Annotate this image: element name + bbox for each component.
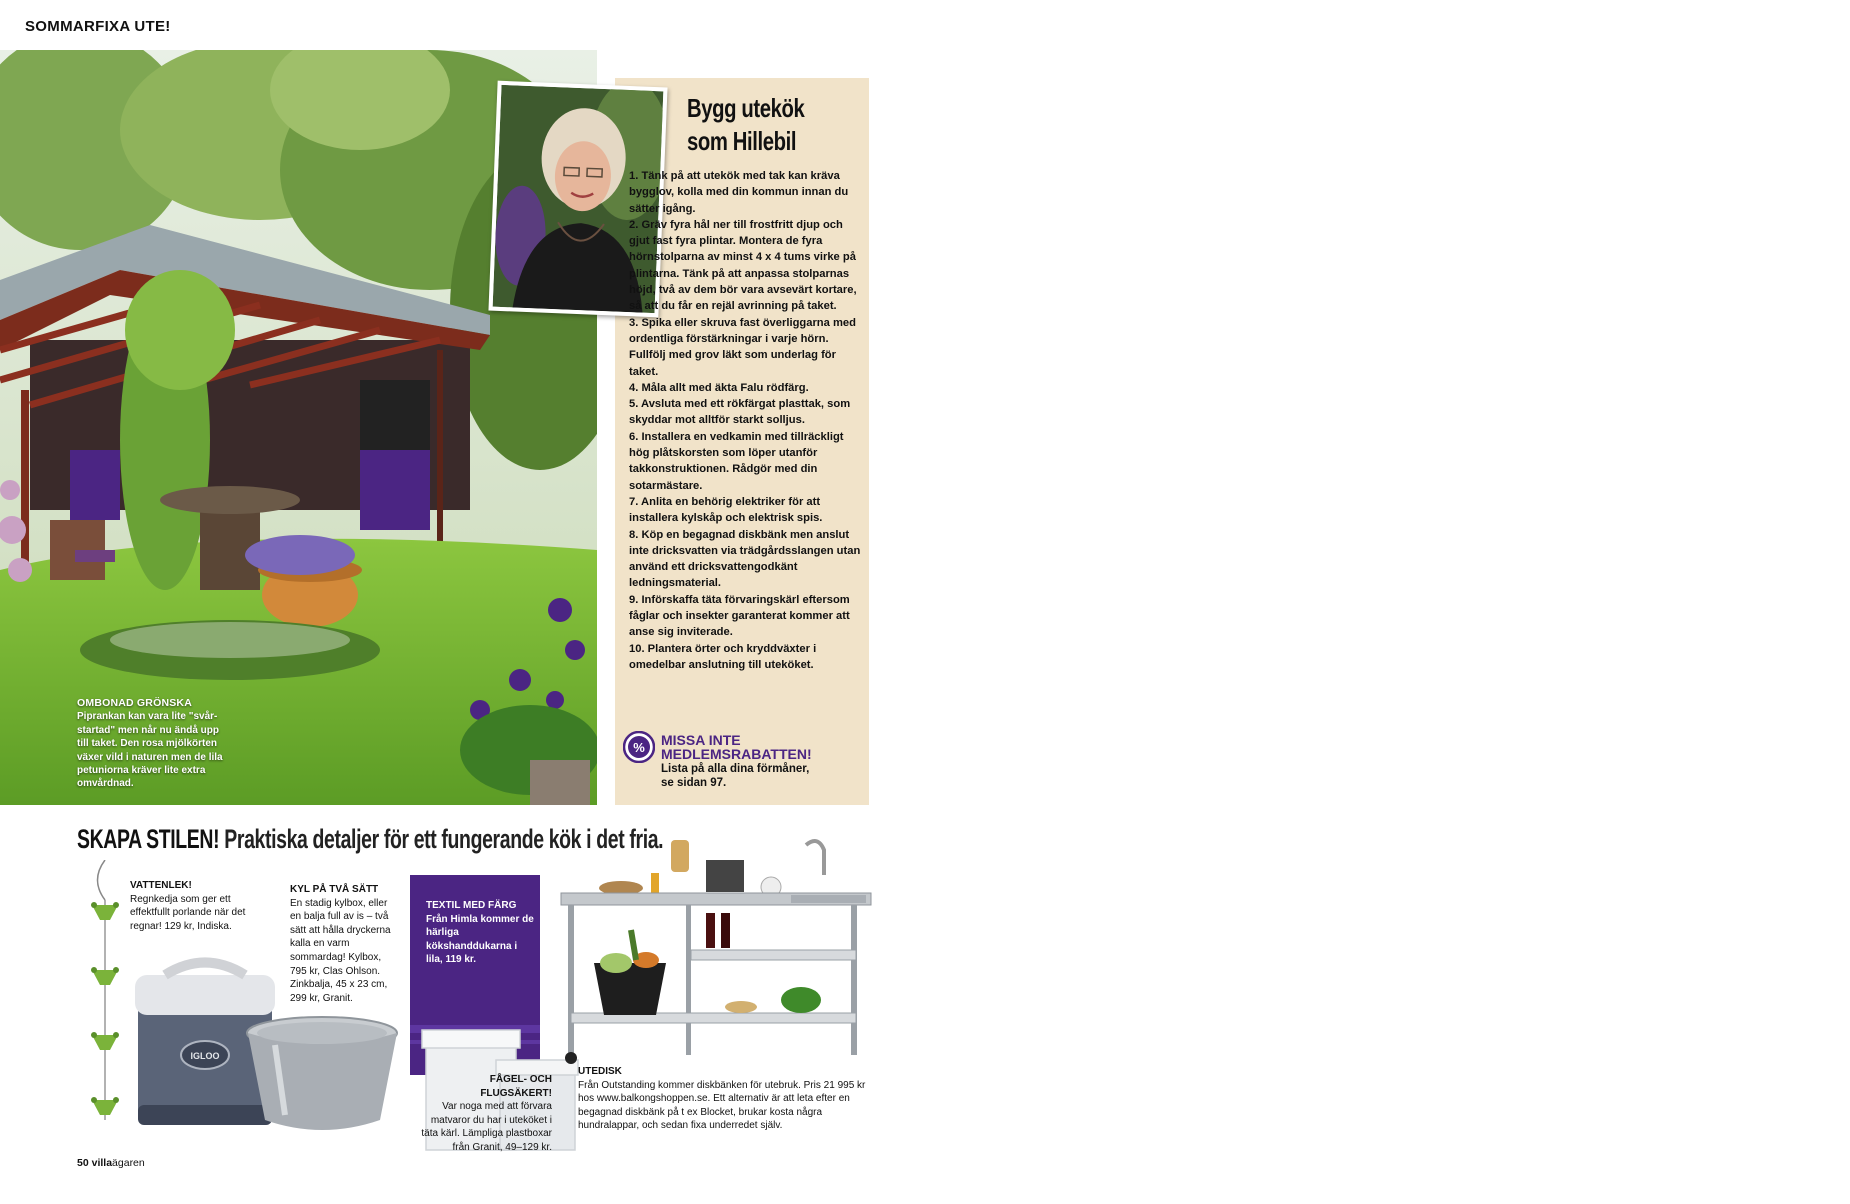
product-fagel-title: FÅGEL- OCH FLUGSÄKERT! — [480, 1074, 552, 1099]
step-item — [629, 592, 865, 641]
product-utedisk-title: UTEDISK — [578, 1066, 622, 1077]
brand-agaren: ägaren — [112, 1157, 145, 1169]
skapa-lead: SKAPA STILEN! — [77, 824, 220, 854]
step-number: 8. — [629, 528, 639, 541]
promo-line1: MISSA INTE — [661, 732, 741, 748]
product-vatten — [130, 879, 265, 933]
product-kyl-title: KYL PÅ TVÅ SÄTT — [290, 884, 379, 895]
page-footer — [77, 1157, 145, 1169]
product-kyl — [290, 883, 400, 1005]
caption-title: OMBONAD GRÖNSKA — [77, 697, 192, 709]
step-item — [629, 494, 865, 527]
product-textil-body: Från Himla kommer de härliga kökshanddukarna i lila, 119 kr. — [426, 913, 534, 966]
product-fagel — [420, 1073, 552, 1155]
info-title — [687, 92, 827, 158]
step-text: Köp en begagnad diskbänk men anslut inte dricksvatten via trädgårdsslangen utan använd ett dricksvattengodkänt ledningsmaterial. — [629, 528, 861, 590]
step-number: 1. — [629, 170, 639, 182]
outdoor-sink-image — [556, 835, 876, 1065]
product-fagel-body: Var noga med att förvara matvaror du har i uteköket i täta kärl. Lämpliga plastboxar från Granit, 49–129 kr. — [421, 1101, 552, 1153]
page-number: 50 — [77, 1157, 89, 1169]
step-number: 4. — [629, 381, 639, 394]
step-number: 9. — [629, 593, 639, 606]
caption-body: Piprankan kan vara lite "svår-startad" men når nu ändå upp till taket. Den rosa mjölkörten växer vild i naturen men de lila petuniorna kräver lite extra omvårdnad. — [77, 711, 223, 790]
step-item — [629, 641, 865, 674]
promo-heading — [661, 733, 812, 761]
promo-sub2: se sidan 97. — [661, 777, 727, 789]
brand-villa: villa — [91, 1157, 113, 1169]
info-title-line2: som Hillebil — [687, 126, 797, 156]
skapa-rest: Praktiska detaljer för ett fungerande kök i det fria. — [219, 824, 664, 854]
info-title-line1: Bygg utekök — [687, 93, 805, 123]
product-textil-title: TEXTIL MED FÄRG — [426, 900, 517, 911]
step-number: 6. — [629, 430, 639, 443]
step-text: Installera en vedkamin med tillräckligt hög plåtskorsten som löper utanför takkonstruktionen. Rådgör med din sotarmästare. — [629, 430, 844, 492]
step-text: Plantera örter och kryddväxter i omedelbar anslutning till uteköket. — [629, 642, 817, 671]
product-vatten-title: VATTENLEK! — [130, 880, 192, 891]
product-kyl-body: En stadig kylbox, eller en balja full av is – två sätt att hålla dryckerna kalla en varm sommardag! Kylbox, 795 kr, Clas Ohlson. Zinkbalja, 45 x 23 cm, 299 kr, Granit. — [290, 897, 391, 1004]
step-item — [629, 396, 865, 429]
product-utedisk — [578, 1065, 868, 1133]
step-text: Avsluta med ett rökfärgat plasttak, som skyddar mot alltför starkt solljus. — [629, 398, 851, 427]
cooler-brand: IGLOO — [190, 1051, 220, 1061]
step-text: Måla allt med äkta Falu rödfärg. — [641, 381, 809, 394]
promo-sub1: Lista på alla dina förmåner, — [661, 763, 810, 775]
steps-list — [629, 168, 865, 673]
promo-line2: MEDLEMSRABATTEN! — [661, 746, 812, 762]
product-vatten-body: Regnkedja som ger ett effektfullt porlande när det regnar! 129 kr, Indiska. — [130, 893, 246, 932]
step-item — [629, 168, 865, 217]
product-textil — [426, 899, 536, 967]
step-item — [629, 380, 865, 396]
rain-chain-image — [80, 860, 130, 1130]
photo-caption — [77, 697, 227, 791]
step-text: Anlita en behörig elektriker för att installera kylskåp och elektrisk spis. — [629, 495, 823, 525]
step-text: Gräv fyra hål ner till frostfritt djup och gjut fast fyra plintar. Montera de fyra hörnstolparna av minst 4 x 4 tums virke på plintarna. Tänk på att anpassa stolparnas höjd, två av dem bör vara avsevärt kortare, så att du får en rejäl avrinning på taket. — [629, 218, 857, 313]
step-text: Införskaffa täta förvaringskärl eftersom fåglar och insekter garanterat kommer att anse sig inviterade. — [629, 593, 850, 639]
step-item — [629, 429, 865, 494]
discount-badge-icon — [623, 731, 655, 763]
promo-sub — [661, 762, 809, 790]
step-number: 2. — [629, 218, 639, 231]
step-number: 5. — [629, 398, 639, 411]
step-number: 3. — [629, 316, 639, 329]
section-kicker: SOMMARFIXA UTE! — [25, 18, 171, 35]
zinc-tub-image — [245, 1015, 400, 1135]
step-item — [629, 527, 865, 592]
step-item — [629, 217, 865, 315]
step-text: Spika eller skruva fast överliggarna med ordentliga förstärkningar i varje hörn. Fullfölj med grov läkt som underlag för taket. — [629, 316, 856, 378]
step-number: 7. — [629, 495, 639, 508]
step-number: 10. — [629, 642, 645, 655]
step-item — [629, 315, 865, 380]
step-text: Tänk på att utekök med tak kan kräva bygglov, kolla med din kommun innan du sätter igång. — [629, 170, 849, 215]
discount-badge-text: % — [633, 740, 645, 755]
product-utedisk-body: Från Outstanding kommer diskbänken för utebruk. Pris 21 995 kr hos www.balkongshoppen.se. Ett alternativ är att leta efter en begagnad diskbänk på t ex Blocket, brukar kosta några hundralappar, och sedan fixa underredet själv. — [578, 1079, 866, 1132]
